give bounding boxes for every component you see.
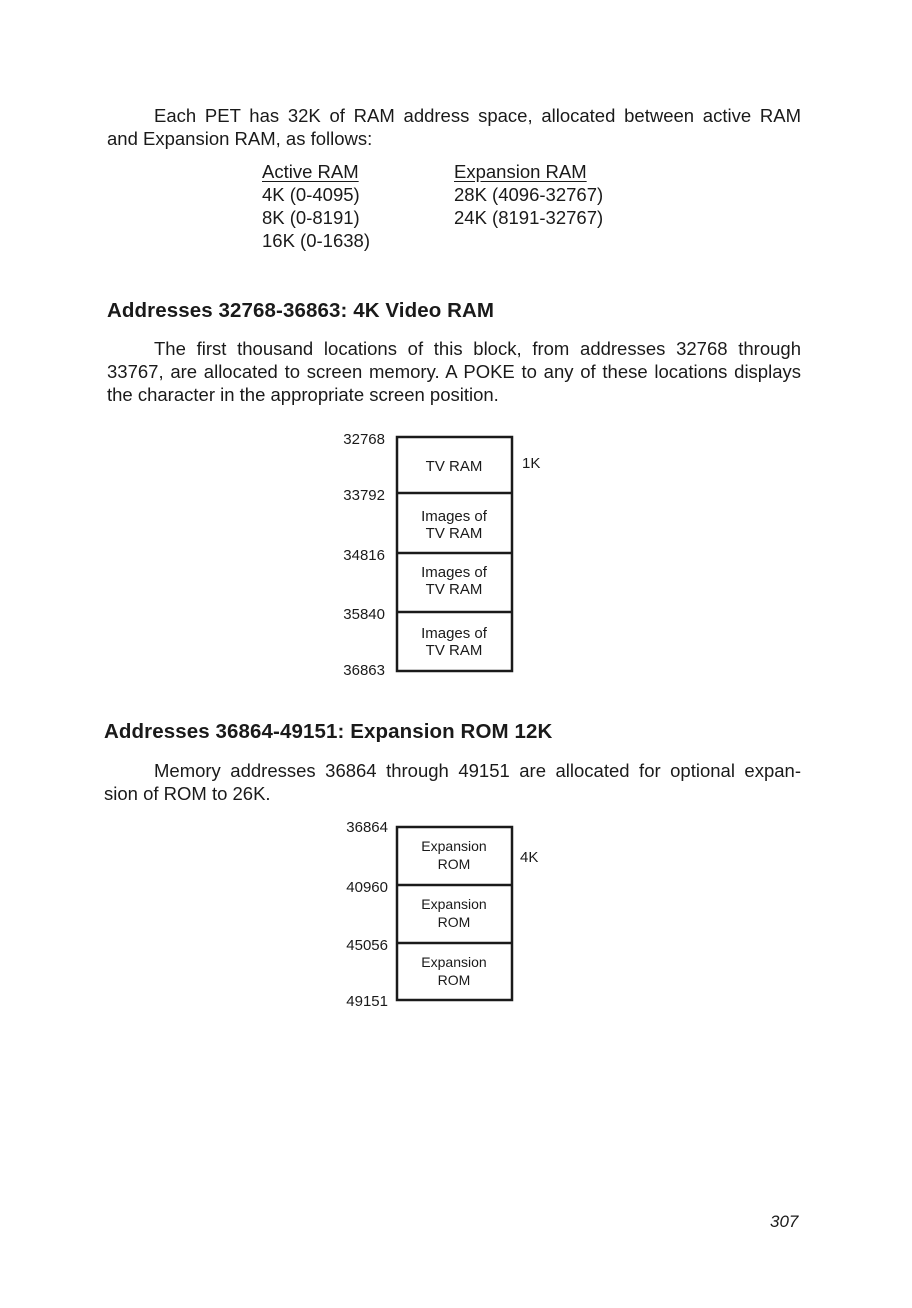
rom-block-label: ROM	[437, 914, 471, 930]
rom-block-label: Expansion	[421, 954, 487, 970]
video-line-3: the character in the appropriate screen position.	[107, 384, 499, 405]
rom-line-1: Memory addresses 36864 through 49151 are allocated for optional expan-	[154, 760, 801, 781]
video-ram-heading: Addresses 32768-36863: 4K Video RAM	[107, 299, 495, 322]
expansion-rom-heading: Addresses 36864-49151: Expansion ROM 12K	[104, 720, 553, 743]
video-block-label: Images of	[421, 564, 487, 581]
rom-block-label: ROM	[437, 972, 471, 988]
rom-address-label: 36864	[346, 819, 388, 836]
video-address-label: 33792	[343, 487, 385, 504]
video-address-label: 32768	[343, 431, 385, 448]
active-ram-header: Active RAM	[262, 161, 359, 182]
video-size-label: 1K	[522, 455, 541, 472]
video-block-label: TV RAM	[425, 581, 483, 598]
rom-line-2: sion of ROM to 26K.	[104, 783, 271, 804]
rom-address-label: 40960	[346, 879, 388, 896]
rom-block-label: Expansion	[421, 838, 487, 854]
rom-block-label: ROM	[437, 856, 471, 872]
video-line-2: 33767, are allocated to screen memory. A POKE to any of these locations displays	[107, 361, 801, 382]
rom-block-label: Expansion	[421, 896, 487, 912]
video-block-label: TV RAM	[425, 525, 483, 542]
rom-address-label: 45056	[346, 937, 388, 954]
video-block-label: Images of	[421, 508, 487, 525]
video-address-label: 34816	[343, 547, 385, 564]
video-block-label: Images of	[421, 625, 487, 642]
expansion-ram-header: Expansion RAM	[454, 161, 587, 182]
video-line-1: The first thousand locations of this block, from addresses 32768 through	[154, 338, 801, 359]
video-address-label: 35840	[343, 606, 385, 623]
rom-address-label: 49151	[346, 993, 388, 1010]
table-cell: 16K (0-1638)	[262, 230, 370, 251]
rom-size-label: 4K	[520, 849, 539, 866]
page-number: 307	[770, 1212, 799, 1231]
video-block-label: TV RAM	[425, 458, 483, 475]
table-cell: 4K (0-4095)	[262, 184, 360, 205]
table-cell: 28K (4096-32767)	[454, 184, 604, 205]
intro-line-2: and Expansion RAM, as follows:	[107, 128, 373, 149]
video-block-label: TV RAM	[425, 642, 483, 659]
video-address-label: 36863	[343, 662, 385, 679]
intro-line-1: Each PET has 32K of RAM address space, allocated between active RAM	[154, 105, 801, 126]
table-cell: 8K (0-8191)	[262, 207, 360, 228]
table-cell: 24K (8191-32767)	[454, 207, 604, 228]
